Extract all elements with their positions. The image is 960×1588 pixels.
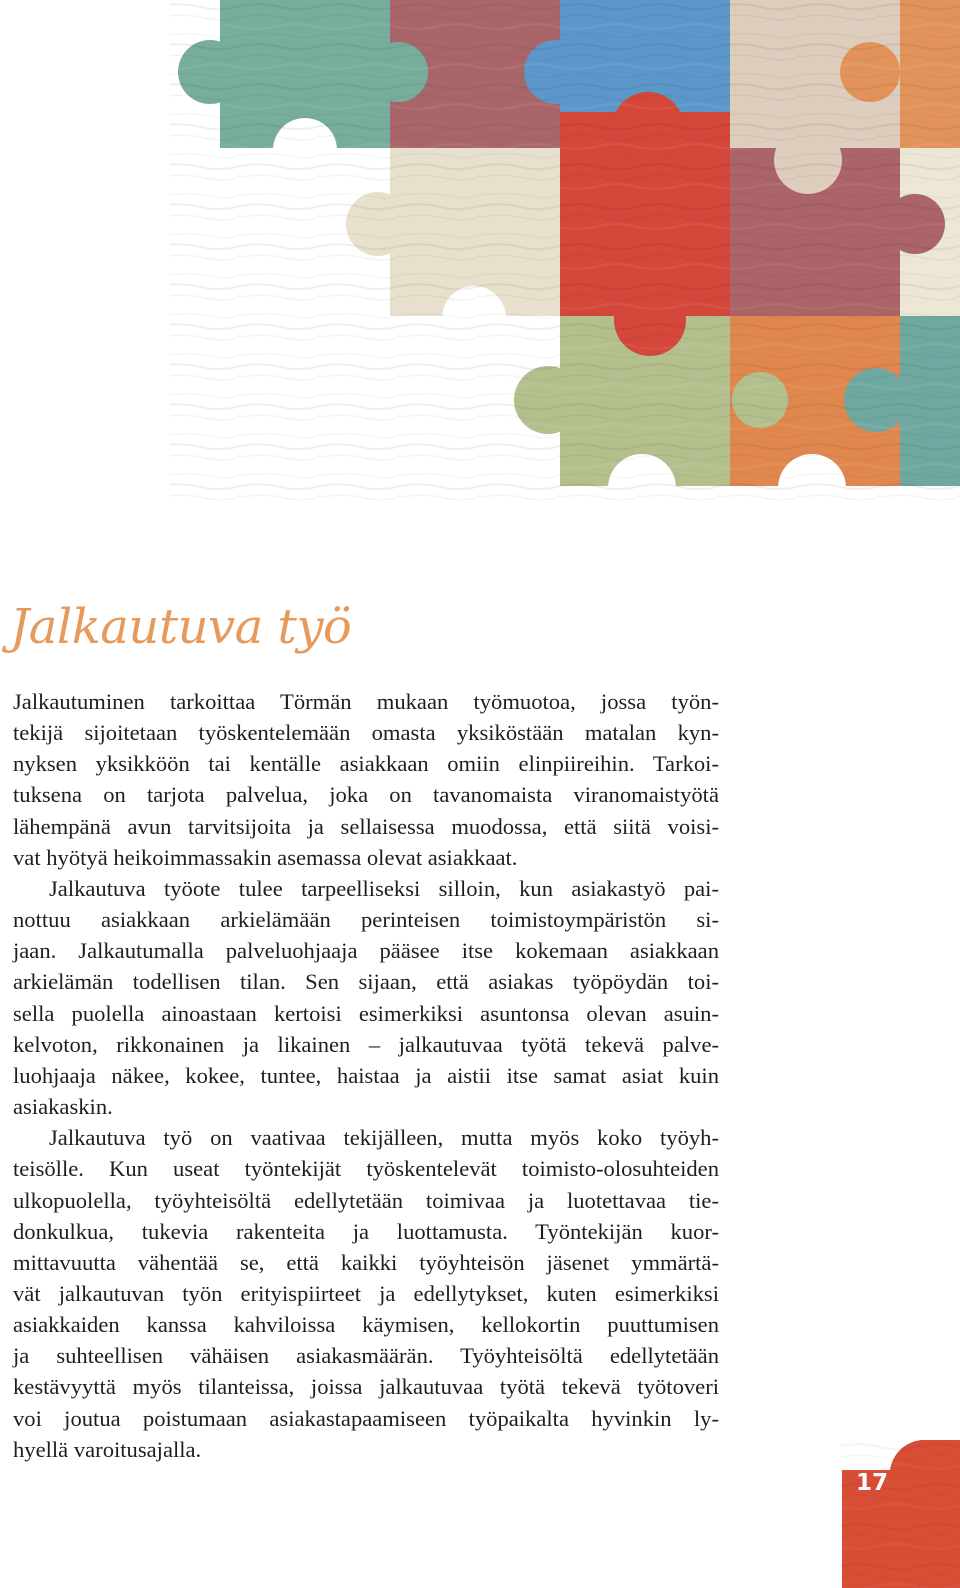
page-number: 17 — [856, 1470, 889, 1496]
text-line: vat hyötyä heikoimmassakin asemassa olevat asiakkaat. — [13, 844, 518, 870]
text-line: Jalkautuminen tarkoittaa Törmän mukaan työmuotoa, jossa työn- — [13, 689, 719, 714]
text-line: nottuu asiakkaan arkielämään perinteisen toimistoympäristön si- — [13, 907, 719, 933]
body-text — [13, 686, 719, 1465]
text-line: lähempänä avun tarvitsijoita ja sellaisessa muodossa, että siitä voisi- — [13, 813, 719, 839]
text-line: tekijä sijoitetaan työskentelemään omasta yksiköstään matalan kyn- — [13, 720, 719, 746]
text-line: luohjaaja näkee, kokee, tuntee, haistaa ja aistii itse samat asiat kuin — [13, 1062, 719, 1088]
text-line: ja suhteellisen vähäisen asiakasmäärän. Työyhteisöltä edellytetään — [13, 1343, 719, 1369]
text-line: jaan. Jalkautumalla palveluohjaaja pääsee itse kokemaan asiakkaan — [13, 938, 719, 964]
text-line: ulkopuolella, työyhteisöltä edellytetään toimivaa ja luotettavaa tie- — [13, 1187, 719, 1213]
text-line: kelvoton, rikkonainen ja likainen – jalkautuvaa työtä tekevä palve- — [13, 1031, 719, 1057]
text-line: voi joutua poistumaan asiakastapaamiseen työpaikalta hyvinkin ly- — [13, 1405, 719, 1431]
text-line: vät jalkautuvan työn erityispiirteet ja edellytykset, kuten esimerkiksi — [13, 1280, 719, 1306]
text-line: tuksena on tarjota palvelua, joka on tavanomaista viranomaistyötä — [13, 782, 719, 808]
text-line: sella puolella ainoastaan kertoisi esimerkiksi asuntonsa olevan asuin- — [13, 1000, 719, 1026]
text-line: asiakkaiden kanssa kahviloissa käymisen, kellokortin puuttumisen — [13, 1312, 719, 1338]
text-line: hyellä varoitusajalla. — [13, 1436, 202, 1462]
paragraph — [13, 873, 719, 1122]
paragraph — [13, 686, 719, 873]
puzzle-pieces-illustration — [0, 0, 960, 500]
text-line: asiakaskin. — [13, 1094, 113, 1120]
text-line: kestävyyttä myös tilanteissa, joissa jalkautuvaa työtä tekevä työtoveri — [13, 1374, 719, 1400]
text-line: mittavuutta vähentää se, että kaikki työyhteisön jäsenet ymmärtä- — [13, 1249, 719, 1275]
text-line: Jalkautuva työote tulee tarpeelliseksi silloin, kun asiakastyö pai- — [49, 875, 719, 901]
text-line: donkulkua, tukevia rakenteita ja luottamusta. Työntekijän kuor- — [13, 1218, 719, 1244]
text-line: Jalkautuva työ on vaativaa tekijälleen, mutta myös koko työyh- — [49, 1125, 719, 1151]
text-line: arkielämän todellisen tilan. Sen sijaan, että asiakas työpöydän toi- — [13, 969, 719, 995]
text-line: teisölle. Kun useat työntekijät työskentelevät toimisto-olosuhteiden — [13, 1156, 719, 1182]
page-title: Jalkautuva työ — [10, 599, 352, 655]
corner-puzzle-piece — [840, 1440, 960, 1588]
paragraph — [13, 1122, 719, 1465]
text-line: nyksen yksikköön tai kentälle asiakkaan omiin elinpiireihin. Tarkoi- — [13, 751, 719, 777]
